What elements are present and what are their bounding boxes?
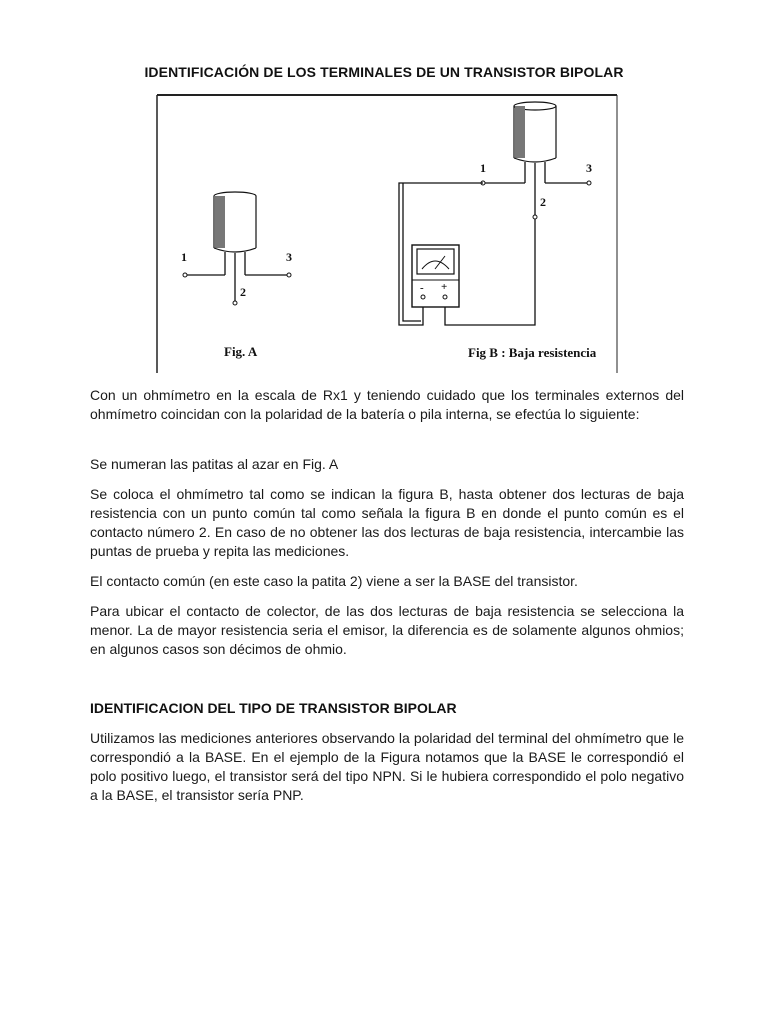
pin-label-b-2: 2 xyxy=(540,195,546,209)
paragraph-3: Se coloca el ohmímetro tal como se indican la figura B, hasta obtener dos lecturas de baja resistencia con un punto común tal como señala la figura B en donde el punto común es el contacto número 2. En caso de no obtener las dos lecturas de baja resistencia, intercambie las puntas de prueba y repita las mediciones. xyxy=(90,486,684,559)
transistor-figure xyxy=(155,93,619,375)
fig-a-caption: Fig. A xyxy=(224,344,258,359)
pin-label-a-3: 3 xyxy=(286,250,292,264)
paragraph-5: Para ubicar el contacto de colector, de las dos lecturas de baja resistencia se selecciona la menor. La de mayor resistencia seria el emisor, la diferencia es de solamente algunos ohmios; en algunos casos son décimos de ohmio. xyxy=(90,603,684,657)
pin-label-b-3: 3 xyxy=(586,161,592,175)
ohmmeter-icon xyxy=(412,245,459,307)
paragraph-4: El contacto común (en este caso la patita 2) viene a ser la BASE del transistor. xyxy=(90,573,578,589)
section-heading: IDENTIFICACION DEL TIPO DE TRANSISTOR BIPOLAR xyxy=(90,700,457,716)
pin-label-b-1: 1 xyxy=(480,161,486,175)
paragraph-2: Se numeran las patitas al azar en Fig. A xyxy=(90,456,339,472)
pin-label-a-2: 2 xyxy=(240,285,246,299)
transistor-a-icon xyxy=(183,192,291,305)
figure-diagram xyxy=(155,93,619,375)
paragraph-1: Con un ohmímetro en la escala de Rx1 y teniendo cuidado que los terminales externos del ohmímetro coincidan con la polaridad de la batería o pila interna, se efectúa lo siguiente: xyxy=(90,387,684,422)
pin-label-a-1: 1 xyxy=(181,250,187,264)
meter-plus-label: + xyxy=(441,281,448,293)
meter-minus-label: - xyxy=(420,282,424,294)
paragraph-final: Utilizamos las mediciones anteriores observando la polaridad del terminal del ohmímetro que le correspondió a la BASE. En el ejemplo de la Figura notamos que la BASE le correspondió el polo positivo luego, el transistor será del tipo NPN. Si le hubiera correspondido el polo negativo a la BASE, el transistor sería PNP. xyxy=(90,730,684,803)
transistor-b-icon xyxy=(481,102,591,219)
fig-b-caption: Fig B : Baja resistencia xyxy=(468,345,597,360)
page-title: IDENTIFICACIÓN DE LOS TERMINALES DE UN TRANSISTOR BIPOLAR xyxy=(144,64,624,80)
